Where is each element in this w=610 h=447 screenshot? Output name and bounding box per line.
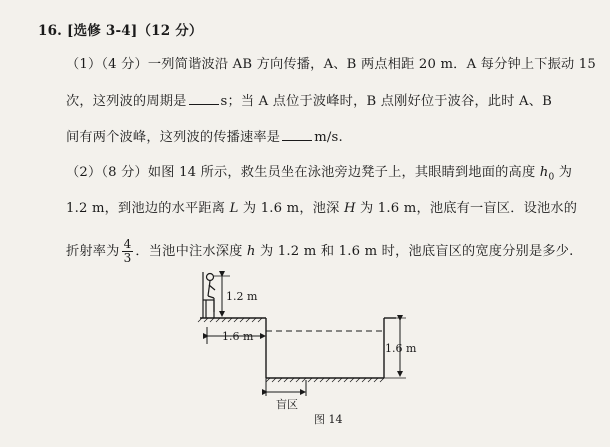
part1-line3-text-b: m/s. xyxy=(314,130,343,145)
part2-line3-text-b: ．当池中注水深度 xyxy=(135,244,247,259)
symbol-h0: h xyxy=(539,165,549,180)
part2-line3-text-c: 为 1.2 m 和 1.6 m 时，池底盲区的宽度分别是多少. xyxy=(255,244,574,259)
part2-line2-text-c: 为 1.6 m，池底有一盲区．设池水的 xyxy=(355,201,578,216)
symbol-L: L xyxy=(229,201,239,216)
part2-line2-text-b: 为 1.6 m，池深 xyxy=(238,201,344,216)
question-header: 16. [选修 3-4]（12 分） xyxy=(38,23,203,39)
symbol-H: H xyxy=(343,201,356,216)
label-depth: 1.6 m xyxy=(385,342,417,355)
part1-line1: （1）（4 分）一列简谐波沿 AB 方向传播，A、B 两点相距 20 m．A 每分钟上下振动 15 xyxy=(66,57,596,72)
part1-line3-text-a: 间有两个波峰，这列波的传播速率是 xyxy=(66,130,281,145)
part1-line2-text-b: s；当 A 点位于波峰时，B 点刚好位于波谷，此时 A、B xyxy=(220,94,553,109)
symbol-h0-subscript: 0 xyxy=(548,172,555,183)
fraction-denominator: 3 xyxy=(123,251,132,265)
part2-line3-text-a: 折射率为 xyxy=(66,244,120,259)
part2-line1-text-a: （2）（8 分）如图 14 所示，救生员坐在泳池旁边凳子上，其眼睛到地面的高度 xyxy=(66,165,540,180)
symbol-h: h xyxy=(246,244,256,259)
label-horizontal-distance: 1.6 m xyxy=(222,330,254,343)
part2-line2-text-a: 1.2 m，到池边的水平距离 xyxy=(66,201,230,216)
figure-caption: 图 14 xyxy=(314,413,343,426)
part2-line1-text-b: 为 xyxy=(554,165,573,180)
lifeguard-icon xyxy=(203,272,215,318)
fraction-numerator: 4 xyxy=(123,237,132,251)
part1-line2-text-a: 次，这列波的周期是 xyxy=(66,94,187,109)
label-eye-height: 1.2 m xyxy=(226,290,258,303)
label-blind-zone: 盲区 xyxy=(276,398,298,411)
